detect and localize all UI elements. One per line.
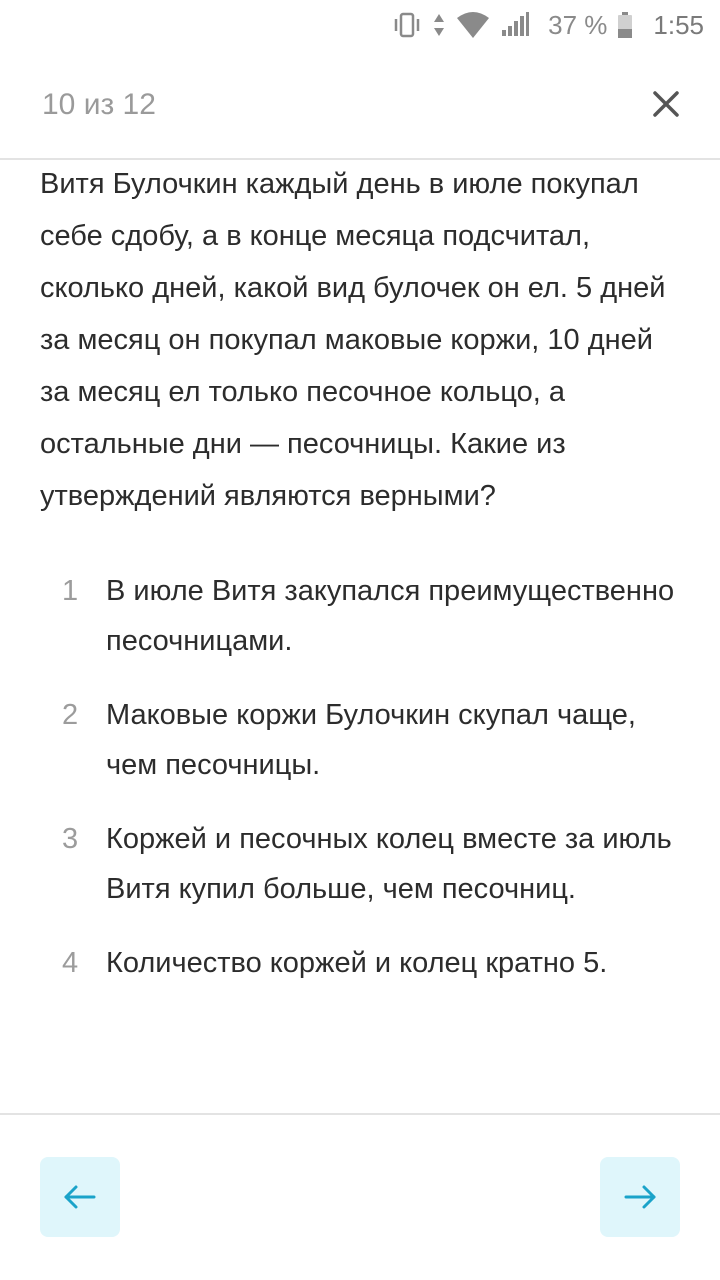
signal-icon <box>500 10 530 40</box>
clock: 1:55 <box>653 9 704 40</box>
question-counter: 10 из 12 <box>42 88 156 121</box>
option-text: Количество коржей и колец кратно 5. <box>106 947 608 979</box>
option-item <box>62 938 680 988</box>
battery-percent: 37 % <box>548 9 608 40</box>
status-bar <box>0 0 720 50</box>
option-item <box>62 690 680 790</box>
options-list <box>40 566 680 988</box>
option-text: Маковые коржи Булочкин скупал чаще, чем песочницы. <box>106 699 636 781</box>
header <box>0 60 720 160</box>
next-button[interactable] <box>600 1157 680 1237</box>
arrow-right-icon <box>620 1177 660 1217</box>
option-item <box>62 814 680 914</box>
close-icon <box>646 84 686 124</box>
previous-button[interactable] <box>40 1157 120 1237</box>
option-item <box>62 566 680 666</box>
option-text: Коржей и песочных колец вместе за июль Витя купил больше, чем песочниц. <box>106 823 672 905</box>
option-number: 4 <box>62 947 79 979</box>
battery-icon <box>617 10 633 40</box>
option-number: 2 <box>62 699 79 731</box>
footer-nav <box>0 1113 720 1280</box>
question-text: Витя Булочкин каждый день в июле покупал себе сдобу, а в конце месяца подсчитал, сколько дней, какой вид булочек он ел. 5 дней за месяц он покупал маковые коржи, 10 дней за месяц ел только песочное кольцо, а остальные дни — песочницы. Какие из утверждений являются верными? <box>40 168 666 512</box>
vibrate-icon <box>392 10 422 40</box>
option-number: 1 <box>62 575 79 607</box>
option-number: 3 <box>62 823 79 855</box>
wifi-icon <box>456 10 490 40</box>
close-button[interactable] <box>646 84 686 124</box>
data-arrows-icon <box>432 10 446 40</box>
option-text: В июле Витя закупался преимущественно песочницами. <box>106 575 675 657</box>
arrow-left-icon <box>60 1177 100 1217</box>
question-content <box>40 158 680 1012</box>
